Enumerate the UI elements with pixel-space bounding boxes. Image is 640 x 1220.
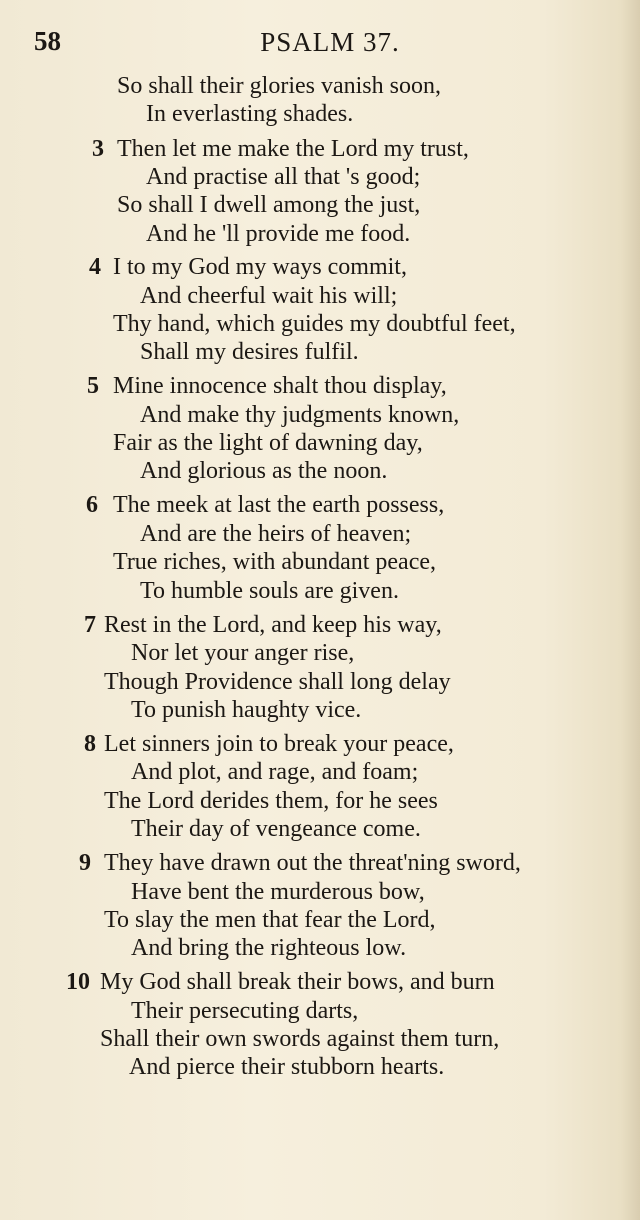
verse-line: Nor let your anger rise, (131, 640, 355, 666)
verse-line: Fair as the light of dawning day, (113, 430, 423, 456)
verse-line: Thy hand, which guides my doubtful feet, (113, 311, 516, 337)
verse-line: Shall my desires fulfil. (140, 339, 359, 365)
page-number: 58 (34, 26, 61, 56)
verse-line: And bring the righteous low. (131, 935, 407, 961)
stanza-number: 4 (89, 254, 101, 280)
verse-line: So shall I dwell among the just, (117, 192, 421, 218)
verse-line: And cheerful wait his will; (140, 283, 398, 309)
verse-line: In everlasting shades. (146, 101, 354, 127)
verse-line: True riches, with abundant peace, (113, 549, 437, 575)
verse-line: And pierce their stubborn hearts. (129, 1054, 445, 1080)
stanza-number: 5 (87, 373, 99, 399)
verse-line: And plot, and rage, and foam; (131, 759, 419, 785)
verse-line: The Lord derides them, for he sees (104, 788, 438, 814)
verse-line: They have drawn out the threat'ning sword, (104, 850, 521, 876)
verse-line: Their persecuting darts, (131, 998, 359, 1024)
verse-line: And he 'll provide me food. (146, 221, 411, 247)
running-head: PSALM 37. (260, 27, 400, 57)
stanza-number: 7 (84, 612, 96, 638)
stanza-number: 8 (84, 731, 96, 757)
verse-line: So shall their glories vanish soon, (117, 73, 441, 99)
verse-line: Have bent the murderous bow, (131, 879, 425, 905)
stanza-number: 10 (66, 969, 90, 995)
verse-line: To punish haughty vice. (131, 697, 362, 723)
stanza-number: 3 (92, 136, 104, 162)
verse-line: Mine innocence shalt thou display, (113, 373, 447, 399)
verse-line: Then let me make the Lord my trust, (117, 136, 469, 162)
verse-line: I to my God my ways commit, (113, 254, 407, 280)
verse-line: Shall their own swords against them turn, (100, 1026, 500, 1052)
verse-line: The meek at last the earth possess, (113, 492, 445, 518)
verse-line: And are the heirs of heaven; (140, 521, 412, 547)
verse-line: And glorious as the noon. (140, 458, 388, 484)
verse-line: Though Providence shall long delay (104, 669, 451, 695)
verse-line: And practise all that 's good; (146, 164, 421, 190)
verse-line: Let sinners join to break your peace, (104, 731, 454, 757)
verse-line: My God shall break their bows, and burn (100, 969, 495, 995)
verse-line: Rest in the Lord, and keep his way, (104, 612, 442, 638)
verse-line: To humble souls are given. (140, 578, 399, 604)
stanza-number: 9 (79, 850, 91, 876)
stanza-number: 6 (86, 492, 98, 518)
verse-line: To slay the men that fear the Lord, (104, 907, 436, 933)
verse-line: Their day of vengeance come. (131, 816, 421, 842)
verse-line: And make thy judgments known, (140, 402, 460, 428)
